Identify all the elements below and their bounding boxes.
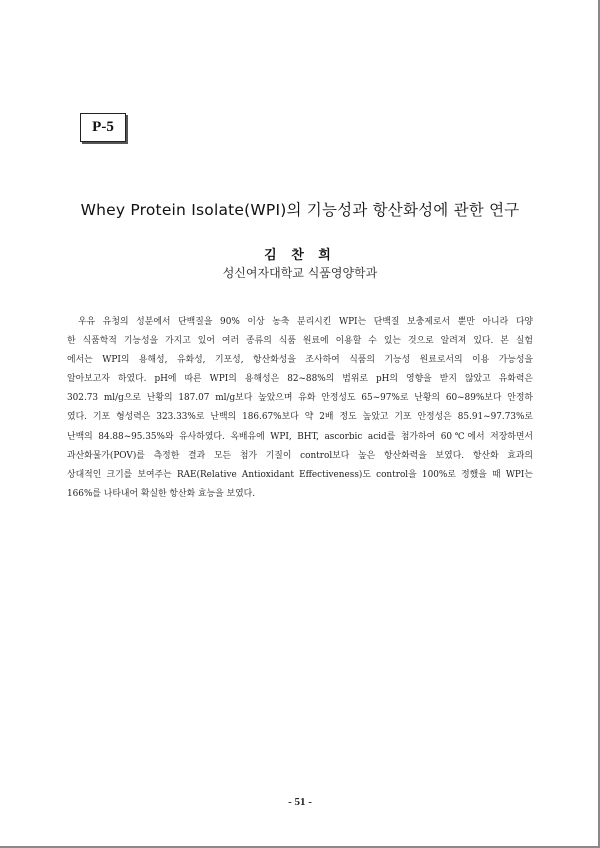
paper-code: P-5 xyxy=(92,119,114,135)
abstract-line: 166%를 나타내어 확실한 항산화 효능을 보였다. xyxy=(67,488,256,499)
abstract-line: 에서는 WPI의 용해성, 유화성, 기포성, 항산화성을 조사하여 식품의 기능성 원료로서의 이용 가능성을 xyxy=(67,355,533,366)
abstract-line: 한 식품학적 기능성을 가지고 있어 여러 종류의 식품 원료에 이용할 수 있는 것으로 알려져 있다. 본 실험 xyxy=(67,336,533,347)
abstract-line: 알아보고자 하였다. pH에 따른 WPI의 용해성은 82~88%의 범위로 pH의 영향을 받지 않았고 유화력은 xyxy=(67,374,533,385)
abstract-line: 우유 유청의 성분에서 단백질을 90% 이상 농축 분리시킨 WPI는 단백질 보충제로서 뿐만 아니라 다양 xyxy=(78,317,533,327)
abstract-line: 상대적인 크기를 보여주는 RAE(Relative Antioxidant Effectiveness)도 control을 100%로 정했을 때 WPI는 xyxy=(67,469,533,480)
paper-title: Whey Protein Isolate(WPI)의 기능성과 항산화성에 관한 연구 xyxy=(80,201,520,219)
abstract-line: 과산화물가(POV)를 측정한 결과 모든 첨가 기질이 control보다 높은 항산화력을 보였다. 항산화 효과의 xyxy=(67,450,533,461)
author-affiliation: 성신여자대학교 식품영양학과 xyxy=(222,266,378,280)
abstract-line: 난백의 84.88~95.35%와 유사하였다. 옥배유에 WPI, BHT, ascorbic acid를 첨가하여 60℃에서 저장하면서 xyxy=(67,431,533,442)
abstract-line: 302.73 ml/g으로 난황의 187.07 ml/g보다 높았으며 유화 안정성도 65~97%로 난황의 60~89%보다 안정하 xyxy=(67,393,533,404)
abstract-line: 였다. 기포 형성력은 323.33%로 난백의 186.67%보다 약 2배 정도 높았고 기포 안정성은 85.91~97.73%로 xyxy=(67,412,533,423)
abstract xyxy=(67,313,533,504)
page-number: - 51 - xyxy=(288,796,312,808)
paper-code-box xyxy=(80,113,126,142)
author-name: 김 찬 희 xyxy=(264,248,336,263)
